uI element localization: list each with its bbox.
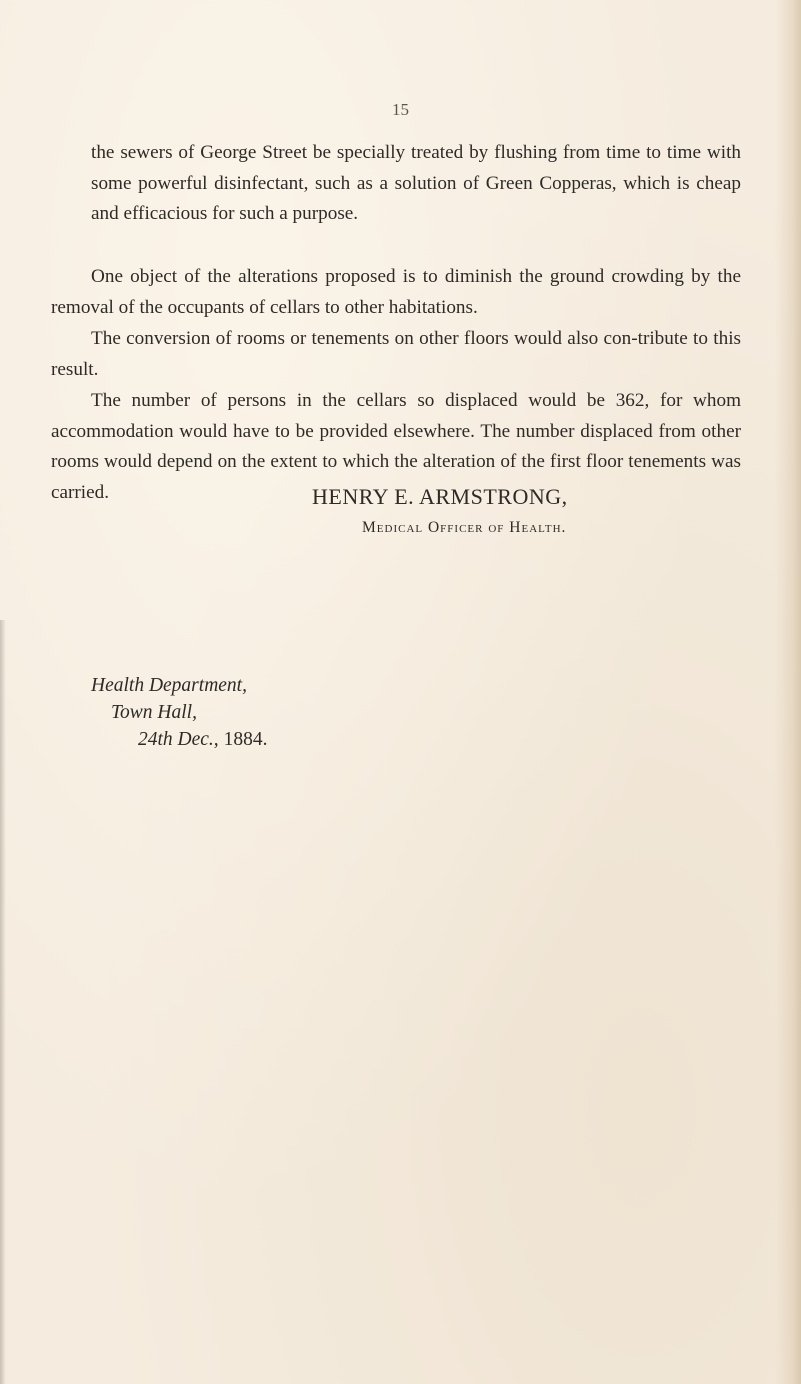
signature-name: HENRY E. ARMSTRONG, (312, 484, 568, 509)
binding-shadow (0, 620, 6, 1384)
page-number: 15 (392, 100, 409, 119)
paragraph-persons-displaced: The number of persons in the cellars so displaced would be 362, for whom accommodation would have to be provided elsewhere. The number displaced from other rooms would depend on the extent to which the alteration of the first floor tenements was carried. (51, 390, 741, 503)
letter-date (138, 729, 267, 751)
paragraph-ground-crowding: One object of the alterations proposed is to diminish the ground crowding by the removal of the occupants of cellars to other habitations. (51, 266, 741, 318)
paragraph-conversion: The conversion of rooms or tenements on other floors would also con-tribute to this result. (51, 328, 741, 380)
page-edge-shadow (775, 0, 801, 1384)
signature-title: Medical Officer of Health. (362, 519, 567, 536)
date-year: 1884. (218, 729, 268, 750)
place-town-hall: Town Hall, (111, 702, 197, 723)
date-day: 24th Dec., (138, 729, 219, 750)
paragraph-continuation: the sewers of George Street be specially treated by flushing from time to time with some powerful disinfectant, such as a solution of Green Copperas, which is cheap and efficacious for such a purpose. (91, 142, 741, 224)
place-department: Health Department, (91, 675, 247, 696)
